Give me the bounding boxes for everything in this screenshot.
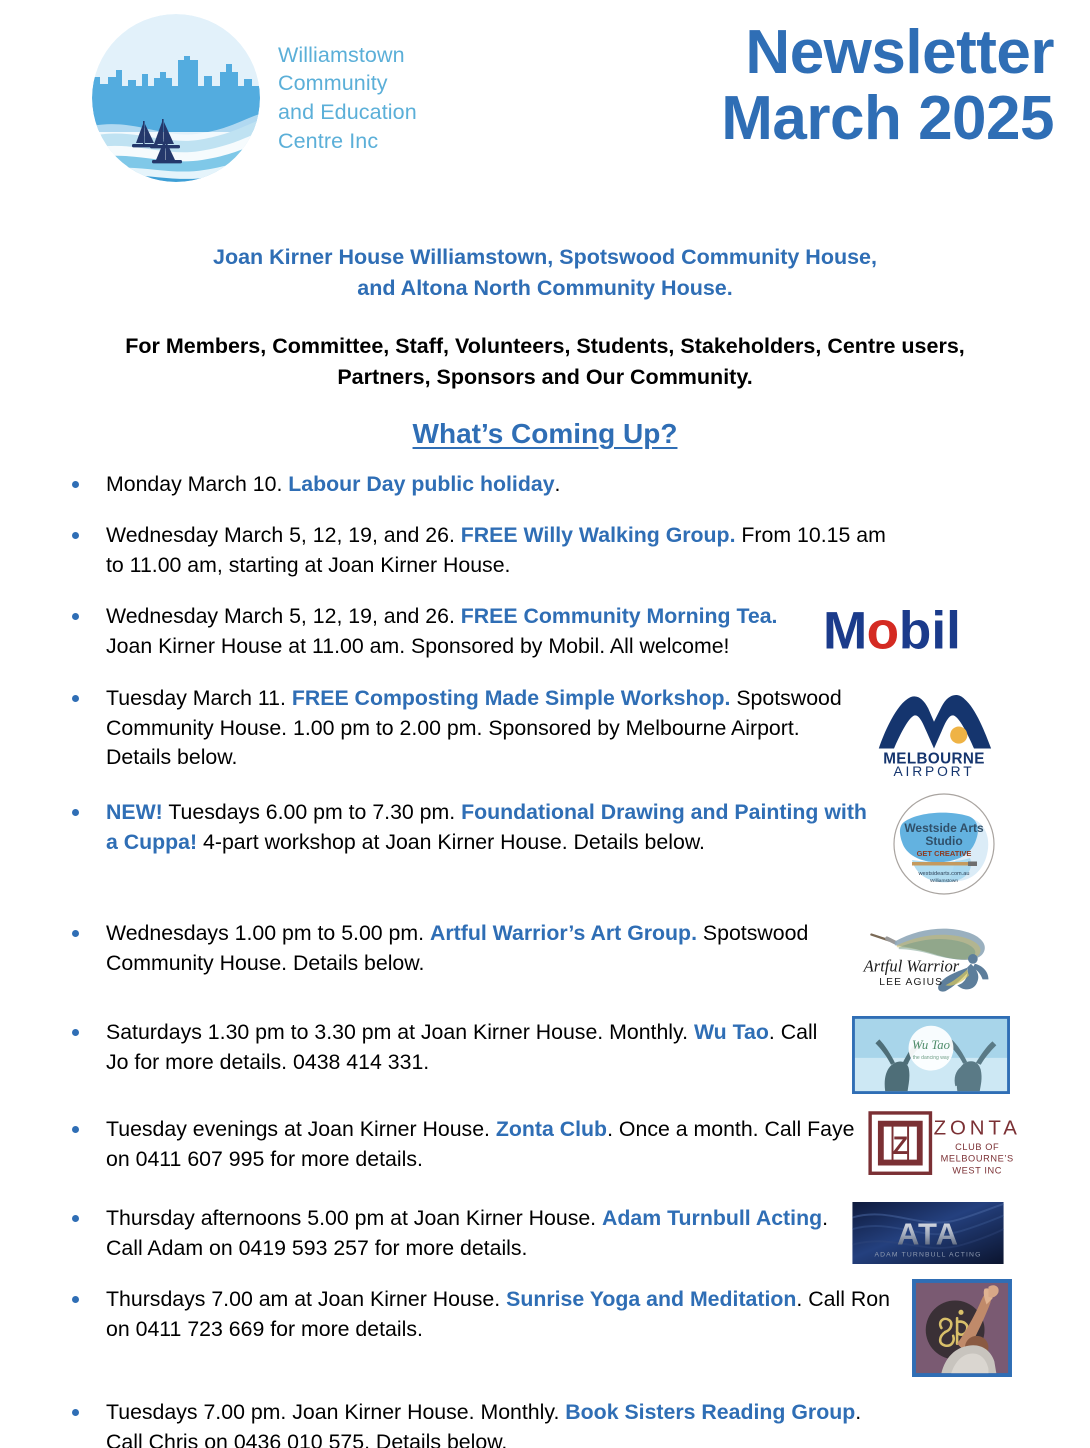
svg-text:ADAM TURNBULL ACTING: ADAM TURNBULL ACTING [874,1250,982,1258]
svg-text:CLUB OF: CLUB OF [955,1141,1000,1152]
brand-name [278,41,417,155]
list-item [72,470,1072,500]
event-text-composting-workshop: Tuesday March 11. FREE Composting Made Simple Workshop. Spotswood Community House. 1.00 pm to 2.00 pm. Sponsored by Melbourne Airport. Details below. [106,685,842,770]
houses-subheading [0,242,1090,303]
westside-arts-studio-logo-icon [878,788,1010,898]
section-heading-whats-coming-up [0,418,1090,450]
svg-text:MELBOURNE’S: MELBOURNE’S [940,1153,1014,1164]
mobil-logo-icon [818,604,1014,663]
list-item [72,1398,1072,1448]
masthead-date: March 2025 [721,83,1054,153]
williamstown-circle-logo-icon [92,14,260,182]
event-text-zonta-club: Tuesday evenings at Joan Kirner House. Zonta Club. Once a month. Call Faye on 0411 607 995 for more details. [106,1116,855,1171]
page-header [0,0,1090,200]
bullet-icon [72,798,106,816]
wu-tao-logo-icon [848,1016,1014,1094]
event-text-sunrise-yoga: Thursdays 7.00 am at Joan Kirner House. Sunrise Yoga and Meditation. Call Ron on 0411 723 669 for more details. [106,1286,890,1341]
masthead-title: Newsletter [745,18,1054,87]
zonta-club-logo-icon [864,1111,1030,1183]
svg-text:Williamstown: Williamstown [930,878,958,884]
svg-text:Z: Z [892,1131,909,1160]
brand-name-line-4: Centre Inc [278,128,379,153]
bullet-icon [72,521,106,539]
audience-line-1: For Members, Committee, Staff, Volunteers, Students, Stakeholders, Centre users, [125,334,965,359]
list-item [72,602,1072,663]
artful-warrior-logo-icon [848,915,1008,997]
svg-text:AIRPORT: AIRPORT [893,763,975,777]
svg-text:ZONTA: ZONTA [933,1117,1021,1140]
svg-text:o: o [866,603,900,661]
bullet-icon [72,1285,106,1303]
list-item [72,1204,1072,1264]
event-text-artful-warrior: Wednesdays 1.00 pm to 5.00 pm. Artful Warrior’s Art Group. Spotswood Community House. Details below. [106,920,809,975]
list-item [72,798,1072,898]
bullet-icon [72,684,106,702]
event-text-book-sisters: Tuesdays 7.00 pm. Joan Kirner House. Monthly. Book Sisters Reading Group. Call Chris on 0436 010 575. Details below. [106,1399,862,1448]
list-item [72,521,1072,581]
bullet-icon [72,1204,106,1222]
list-item [72,919,1072,997]
svg-text:bil: bil [898,603,961,661]
svg-text:the dancing way: the dancing way [912,1054,950,1061]
event-text-community-morning-tea: Wednesday March 5, 12, 19, and 26. FREE Community Morning Tea. Joan Kirner House at 11.00 am. Sponsored by Mobil. All welcome! [106,603,778,658]
houses-line-2: and Altona North Community House. [357,275,733,300]
list-item [72,1115,1072,1183]
brand-logo-block [92,14,417,182]
section-heading-text: What’s Coming Up? [412,418,678,450]
events-list [0,470,1090,1448]
svg-text:Studio: Studio [925,833,963,848]
event-text-wu-tao: Saturdays 1.30 pm to 3.30 pm at Joan Kirner House. Monthly. Wu Tao. Call Jo for more details. 0438 414 331. [106,1019,818,1074]
bullet-icon [72,602,106,620]
brand-name-line-3: and Education [278,100,417,124]
svg-text:MELBOURNE: MELBOURNE [883,750,985,768]
audience-subheading [0,331,1090,392]
svg-text:westsidearts.com.au: westsidearts.com.au [918,870,970,877]
bullet-icon [72,470,106,488]
svg-text:ATA: ATA [896,1216,960,1252]
bullet-icon [72,1018,106,1036]
svg-text:GET CREATIVE: GET CREATIVE [916,848,972,858]
sunrise-yoga-photo-icon [906,1279,1018,1377]
list-item [72,684,1072,777]
bullet-icon [72,919,106,937]
svg-text:WEST INC: WEST INC [952,1164,1002,1175]
svg-text:M: M [823,603,868,661]
brand-name-line-2: Community [278,71,388,96]
svg-text:LEE AGIUS: LEE AGIUS [879,976,944,988]
masthead [417,14,1062,151]
event-text-willy-walking-group: Wednesday March 5, 12, 19, and 26. FREE Willy Walking Group. From 10.15 am to 11.00 am, starting at Joan Kirner House. [106,523,886,577]
event-text-foundational-drawing: NEW! Tuesdays 6.00 pm to 7.30 pm. Foundational Drawing and Painting with a Cuppa! 4-part workshop at Joan Kirner House. Details below. [106,799,867,854]
audience-line-2: Partners, Sponsors and Our Community. [337,364,753,389]
bullet-icon [72,1398,106,1416]
svg-text:Artful Warrior: Artful Warrior [863,956,960,976]
svg-text:Wu Tao: Wu Tao [912,1037,950,1052]
svg-text:Westside Arts: Westside Arts [904,820,984,835]
list-item [72,1285,1072,1377]
bullet-icon [72,1115,106,1133]
list-item [72,1018,1072,1094]
brand-name-line-1: Williamstown [278,42,405,67]
adam-turnbull-acting-logo-icon [848,1202,1008,1264]
event-text-adam-turnbull-acting: Thursday afternoons 5.00 pm at Joan Kirner House. Adam Turnbull Acting. Call Adam on 0419 593 257 for more details. [106,1205,829,1260]
melbourne-airport-logo-icon [864,678,1004,777]
event-text-labour-day: Monday March 10. Labour Day public holiday. [106,472,561,497]
houses-line-1: Joan Kirner House Williamstown, Spotswood Community House, [213,245,877,269]
